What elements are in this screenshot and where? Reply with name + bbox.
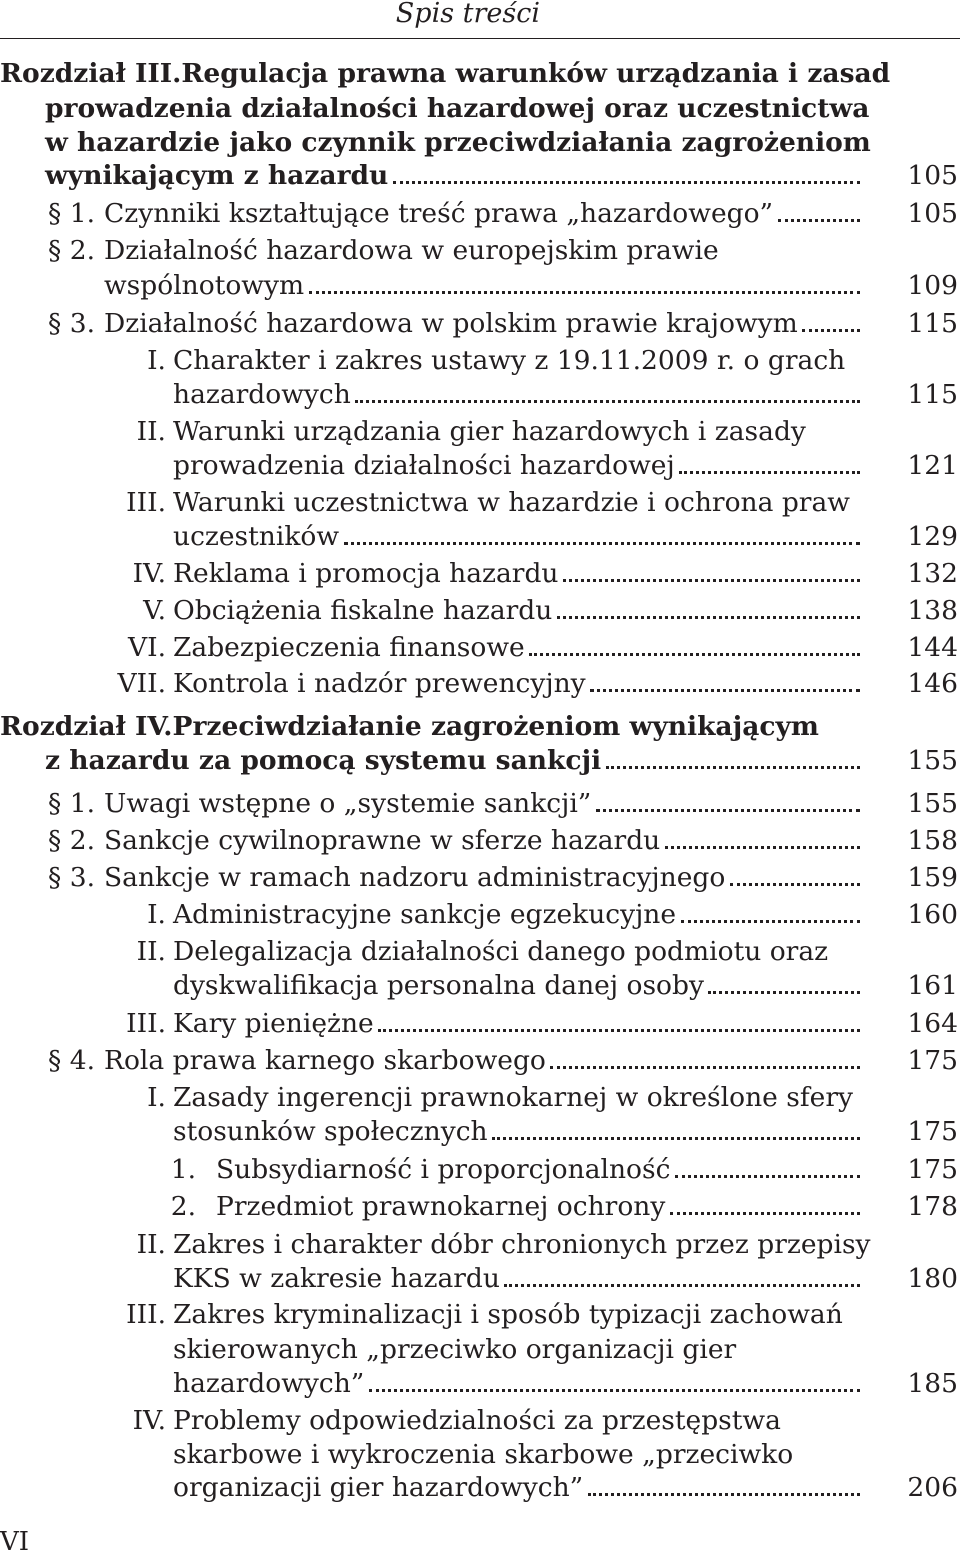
page-ref: 155 [907, 788, 958, 819]
entry-number: VII. [117, 668, 166, 699]
dot-leader [670, 1212, 860, 1215]
dot-leader [492, 1137, 860, 1140]
entry-title-line: prowadzenia działalności hazardowej oraz uczestnictwa [45, 93, 870, 124]
entry-title-line: skarbowe i wykroczenia skarbowe „przeciwko [173, 1439, 794, 1470]
entry-title-line: hazardowych” [173, 1368, 365, 1399]
entry-title-line: Kontrola i nadzór prewencyjny [173, 668, 586, 699]
entry-number: II. [136, 936, 166, 967]
entry-number: § 2. [48, 235, 95, 266]
dot-leader [778, 219, 860, 222]
page-ref: 206 [907, 1472, 958, 1503]
page-ref: 144 [907, 632, 958, 663]
entry-title-line: Regulacja prawna warunków urządzania i zasad [181, 58, 891, 89]
entry-number: III. [126, 1008, 166, 1039]
page-ref: 159 [907, 862, 958, 893]
dot-leader [309, 291, 860, 294]
page-ref: 115 [907, 379, 958, 410]
entry-title-line: uczestników [173, 521, 340, 552]
page-ref: 178 [907, 1191, 958, 1222]
entry-title-line: Warunki uczestnictwa w hazardzie i ochrona praw [173, 487, 850, 518]
entry-title-line: organizacji gier hazardowych” [173, 1472, 584, 1503]
dot-leader [606, 766, 860, 769]
page-ref: 105 [907, 198, 958, 229]
running-title: Spis treści [395, 0, 540, 29]
entry-title-line: Reklama i promocja hazardu [173, 558, 559, 589]
entry-title-line: skierowanych „przeciwko organizacji gier [173, 1334, 737, 1365]
dot-leader [681, 920, 860, 923]
chapter-label: Rozdział III. [0, 58, 182, 89]
dot-leader [369, 1389, 860, 1392]
entry-title-line: Sankcje w ramach nadzoru administracyjnego [104, 862, 726, 893]
entry-title-line: Problemy odpowiedzialności za przestępstwa [173, 1405, 781, 1436]
entry-number: V. [143, 595, 166, 626]
dot-leader [675, 1175, 860, 1178]
page-ref: 146 [907, 668, 958, 699]
entry-number: § 3. [48, 862, 95, 893]
entry-title-line: Sankcje cywilnoprawne w sferze hazardu [104, 825, 661, 856]
entry-number: III. [126, 487, 166, 518]
page-ref: 180 [907, 1263, 958, 1294]
entry-title-line: wspólnotowym [104, 270, 305, 301]
entry-number: II. [136, 416, 166, 447]
dot-leader [529, 653, 860, 656]
entry-title-line: Działalność hazardowa w europejskim prawie [104, 235, 719, 266]
page-ref: 175 [907, 1045, 958, 1076]
entry-title-line: Warunki urządzania gier hazardowych i zasady [173, 416, 806, 447]
dot-leader [563, 579, 860, 582]
entry-number: II. [136, 1229, 166, 1260]
entry-number: IV. [132, 1405, 166, 1436]
entry-title-line: Zakres kryminalizacji i sposób typizacji zachowań [173, 1299, 843, 1330]
entry-title-line: Rola prawa karnego skarbowego [104, 1045, 546, 1076]
entry-title-line: Zakres i charakter dóbr chronionych przez przepisy [173, 1229, 871, 1260]
page-ref: 158 [907, 825, 958, 856]
entry-title-line: stosunków społecznych [173, 1116, 488, 1147]
entry-number: III. [126, 1299, 166, 1330]
dot-leader [679, 471, 860, 474]
entry-number: § 4. [48, 1045, 95, 1076]
page-number: VI [0, 1527, 30, 1557]
page-ref: 121 [907, 450, 958, 481]
dot-leader [393, 181, 860, 184]
entry-title-line: Czynniki kształtujące treść prawa „hazardowego” [104, 198, 774, 229]
page-ref: 155 [907, 745, 958, 776]
dot-leader [557, 616, 860, 619]
entry-number: VI. [127, 632, 166, 663]
entry-title-line: Zasady ingerencji prawnokarnej w określone sfery [173, 1082, 853, 1113]
page-ref: 160 [907, 899, 958, 930]
page-ref: 105 [907, 160, 958, 191]
dot-leader [802, 329, 860, 332]
dot-leader [344, 542, 860, 545]
page-ref: 109 [907, 270, 958, 301]
dot-leader [378, 1029, 860, 1032]
dot-leader [590, 689, 860, 692]
entry-title-line: z hazardu za pomocą systemu sankcji [45, 745, 602, 776]
entry-title-line: hazardowych [173, 379, 351, 410]
entry-title-line: Przedmiot prawnokarnej ochrony [216, 1191, 666, 1222]
entry-title-line: Kary pieniężne [173, 1008, 374, 1039]
entry-title-line: Delegalizacja działalności danego podmiotu oraz [173, 936, 829, 967]
dot-leader [730, 883, 860, 886]
dot-leader [665, 846, 860, 849]
dot-leader [355, 400, 860, 403]
dot-leader [504, 1284, 860, 1287]
page-ref: 175 [907, 1154, 958, 1185]
page-ref: 132 [907, 558, 958, 589]
entry-title-line: wynikającym z hazardu [45, 160, 389, 191]
entry-number: 1. [170, 1154, 196, 1185]
entry-number: I. [147, 1082, 166, 1113]
entry-number: § 2. [48, 825, 95, 856]
entry-number: § 3. [48, 308, 95, 339]
chapter-label: Rozdział IV. [0, 711, 173, 742]
entry-title-line: Przeciwdziałanie zagrożeniom wynikającym [172, 711, 819, 742]
entry-title-line: w hazardzie jako czynnik przeciwdziałania zagrożeniom [45, 127, 871, 158]
page-ref: 115 [907, 308, 958, 339]
entry-title-line: Obciążenia fiskalne hazardu [173, 595, 553, 626]
dot-leader [708, 991, 860, 994]
page-ref: 129 [907, 521, 958, 552]
entry-title-line: Administracyjne sankcje egzekucyjne [173, 899, 677, 930]
entry-title-line: KKS w zakresie hazardu [173, 1263, 500, 1294]
page-ref: 185 [907, 1368, 958, 1399]
entry-number: § 1. [48, 198, 95, 229]
entry-number: I. [147, 899, 166, 930]
entry-number: IV. [132, 558, 166, 589]
page-ref: 138 [907, 595, 958, 626]
entry-title-line: dyskwalifikacja personalna danej osoby [173, 970, 704, 1001]
entry-title-line: Uwagi wstępne o „systemie sankcji” [104, 788, 592, 819]
dot-leader [596, 809, 860, 812]
entry-number: I. [147, 345, 166, 376]
entry-number: § 1. [48, 788, 95, 819]
page-ref: 161 [907, 970, 958, 1001]
page-ref: 164 [907, 1008, 958, 1039]
entry-title-line: Działalność hazardowa w polskim prawie krajowym [104, 308, 798, 339]
entry-title-line: Subsydiarność i proporcjonalność [216, 1154, 671, 1185]
entry-title-line: prowadzenia działalności hazardowej [173, 450, 675, 481]
entry-title-line: Charakter i zakres ustawy z 19.11.2009 r. o grach [173, 345, 846, 376]
entry-title-line: Zabezpieczenia finansowe [173, 632, 525, 663]
page-ref: 175 [907, 1116, 958, 1147]
header-rule [0, 38, 960, 39]
entry-number: 2. [170, 1191, 196, 1222]
dot-leader [550, 1066, 860, 1069]
dot-leader [588, 1493, 860, 1496]
